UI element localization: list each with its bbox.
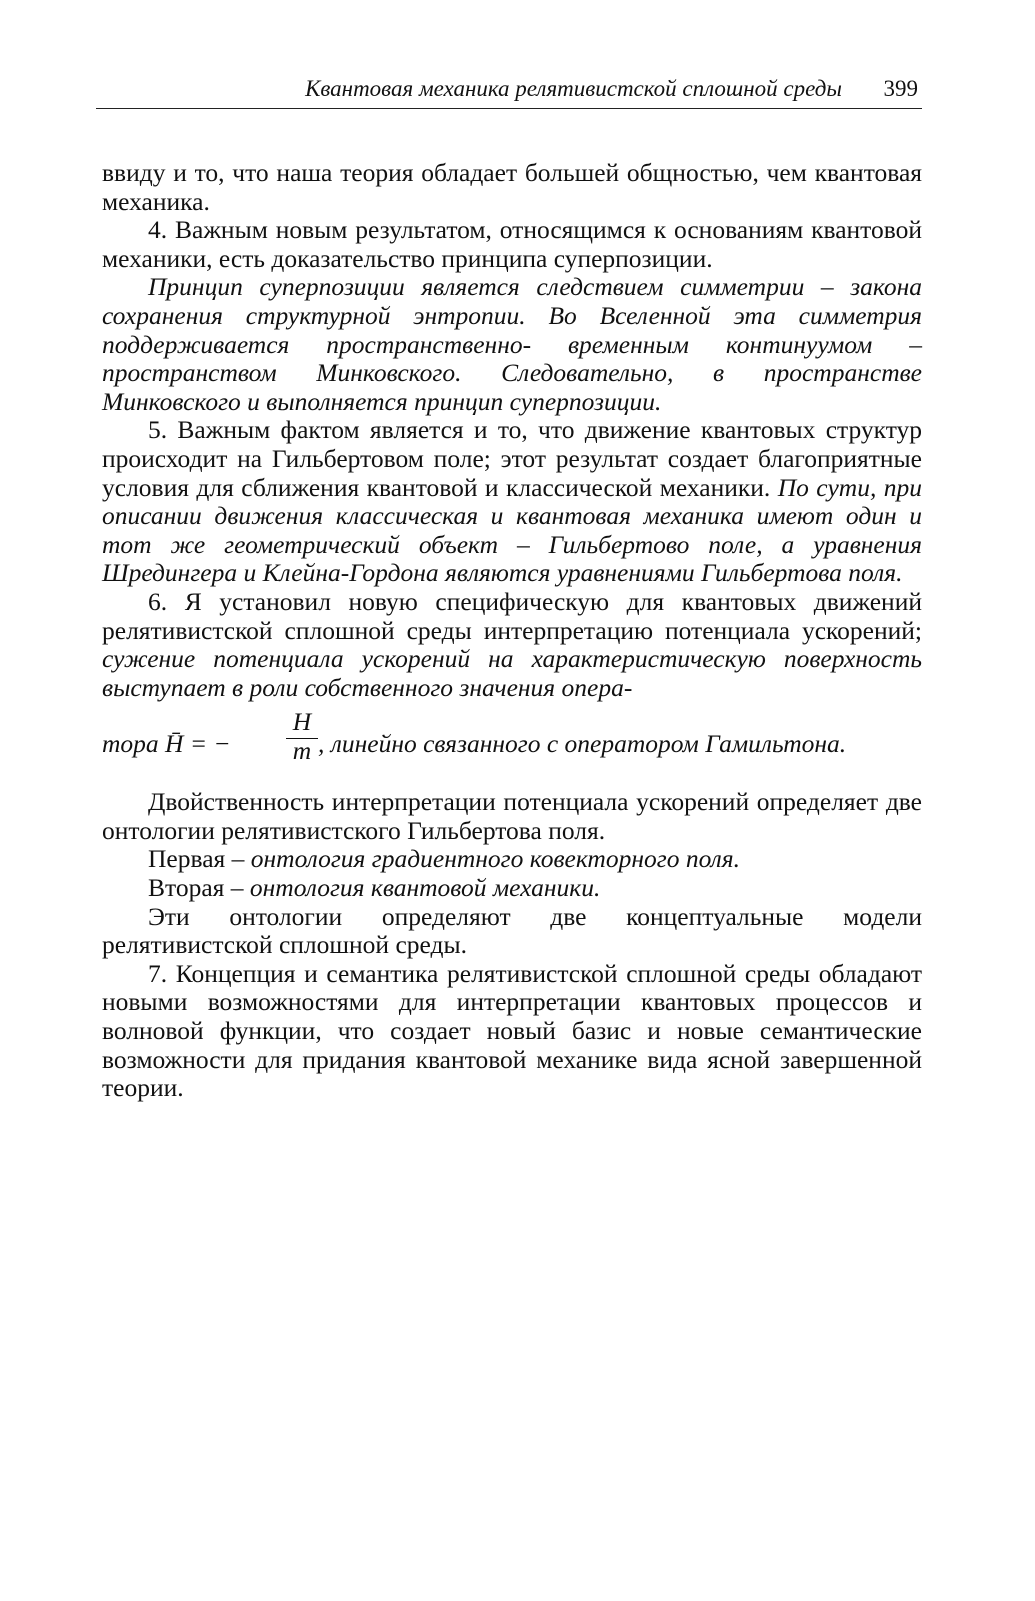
paragraph-item-6: [102, 588, 922, 702]
running-title: Квантовая механика релятивистской сплошной среды: [305, 76, 842, 101]
formula-fraction: [286, 708, 318, 766]
paragraph-superposition-principle: Принцип суперпозиции является следствием симметрии – закона сохранения структурной энтропии. Во Вселенной эта симметрия поддерживается пространственно- временным континуумом – пространством Минковского. Следовательно, в пространстве Минковского и выполняется принцип суперпозиции.: [102, 272, 922, 416]
paragraph-second-ontology: [102, 874, 922, 903]
paragraph-duality: Двойственность интерпретации потенциала ускорений определяет две онтологии релятивистского Гильбертова поля.: [102, 787, 922, 845]
formula-tail: , линейно связанного с оператором Гамильтона.: [318, 729, 847, 759]
second-ontology-text: онтология квантовой механики.: [249, 873, 601, 903]
formula-lead: тора H̄ = −: [102, 729, 231, 759]
operator-formula-line: [102, 708, 922, 778]
first-ontology-text: онтология градиентного ковекторного поля.: [250, 844, 741, 874]
body-text: [102, 159, 922, 1103]
fraction-numerator: H: [292, 707, 312, 737]
paragraph-continuation: ввиду и то, что наша теория обладает большей общностью, чем квантовая механика.: [102, 158, 922, 216]
paragraph-models: Эти онтологии определяют две концептуальные модели релятивистской сплошной среды.: [102, 901, 922, 960]
second-ontology-label: Вторая –: [148, 873, 250, 903]
running-header: [96, 72, 922, 109]
fraction-denominator: m: [292, 736, 312, 766]
paragraph-item-7: 7. Концепция и семантика релятивистской сплошной среды обладают новыми возможностями для интерпретации квантовых процессов и волновой функции, что создает новый базис и новые семантические возможности для придания квантовой механике вида ясной завершенной теории.: [102, 958, 922, 1103]
page-number: 399: [883, 76, 918, 101]
item-5-text: 5. Важным фактом является и то, что движение квантовых структур происходит на Гильбертовом поле; этот результат создает благоприятные условия для сближения квантовой и классической механики.: [102, 415, 922, 502]
item-5-italic-text: По сути, при описании движения классическая и квантовая механика имеют один и тот же геометрический объект – Гильбертово поле, а уравнения Шредингера и Клейна-Гордона являются уравнениями Гильбертова поля.: [102, 472, 922, 588]
item-6-text: 6. Я установил новую специфическую для квантовых движений релятивистской сплошной среды интерпретацию потенциала ускорений;: [102, 586, 922, 645]
first-ontology-label: Первая –: [148, 844, 251, 874]
item-6-italic-text: сужение потенциала ускорений на характеристическую поверхность выступает в роли собственного значения опера-: [102, 644, 922, 702]
paragraph-item-4: 4. Важным новым результатом, относящимся к основаниям квантовой механики, есть доказательство принципа суперпозиции.: [102, 215, 922, 273]
paragraph-first-ontology: [102, 845, 922, 874]
paragraph-item-5: [102, 416, 922, 588]
